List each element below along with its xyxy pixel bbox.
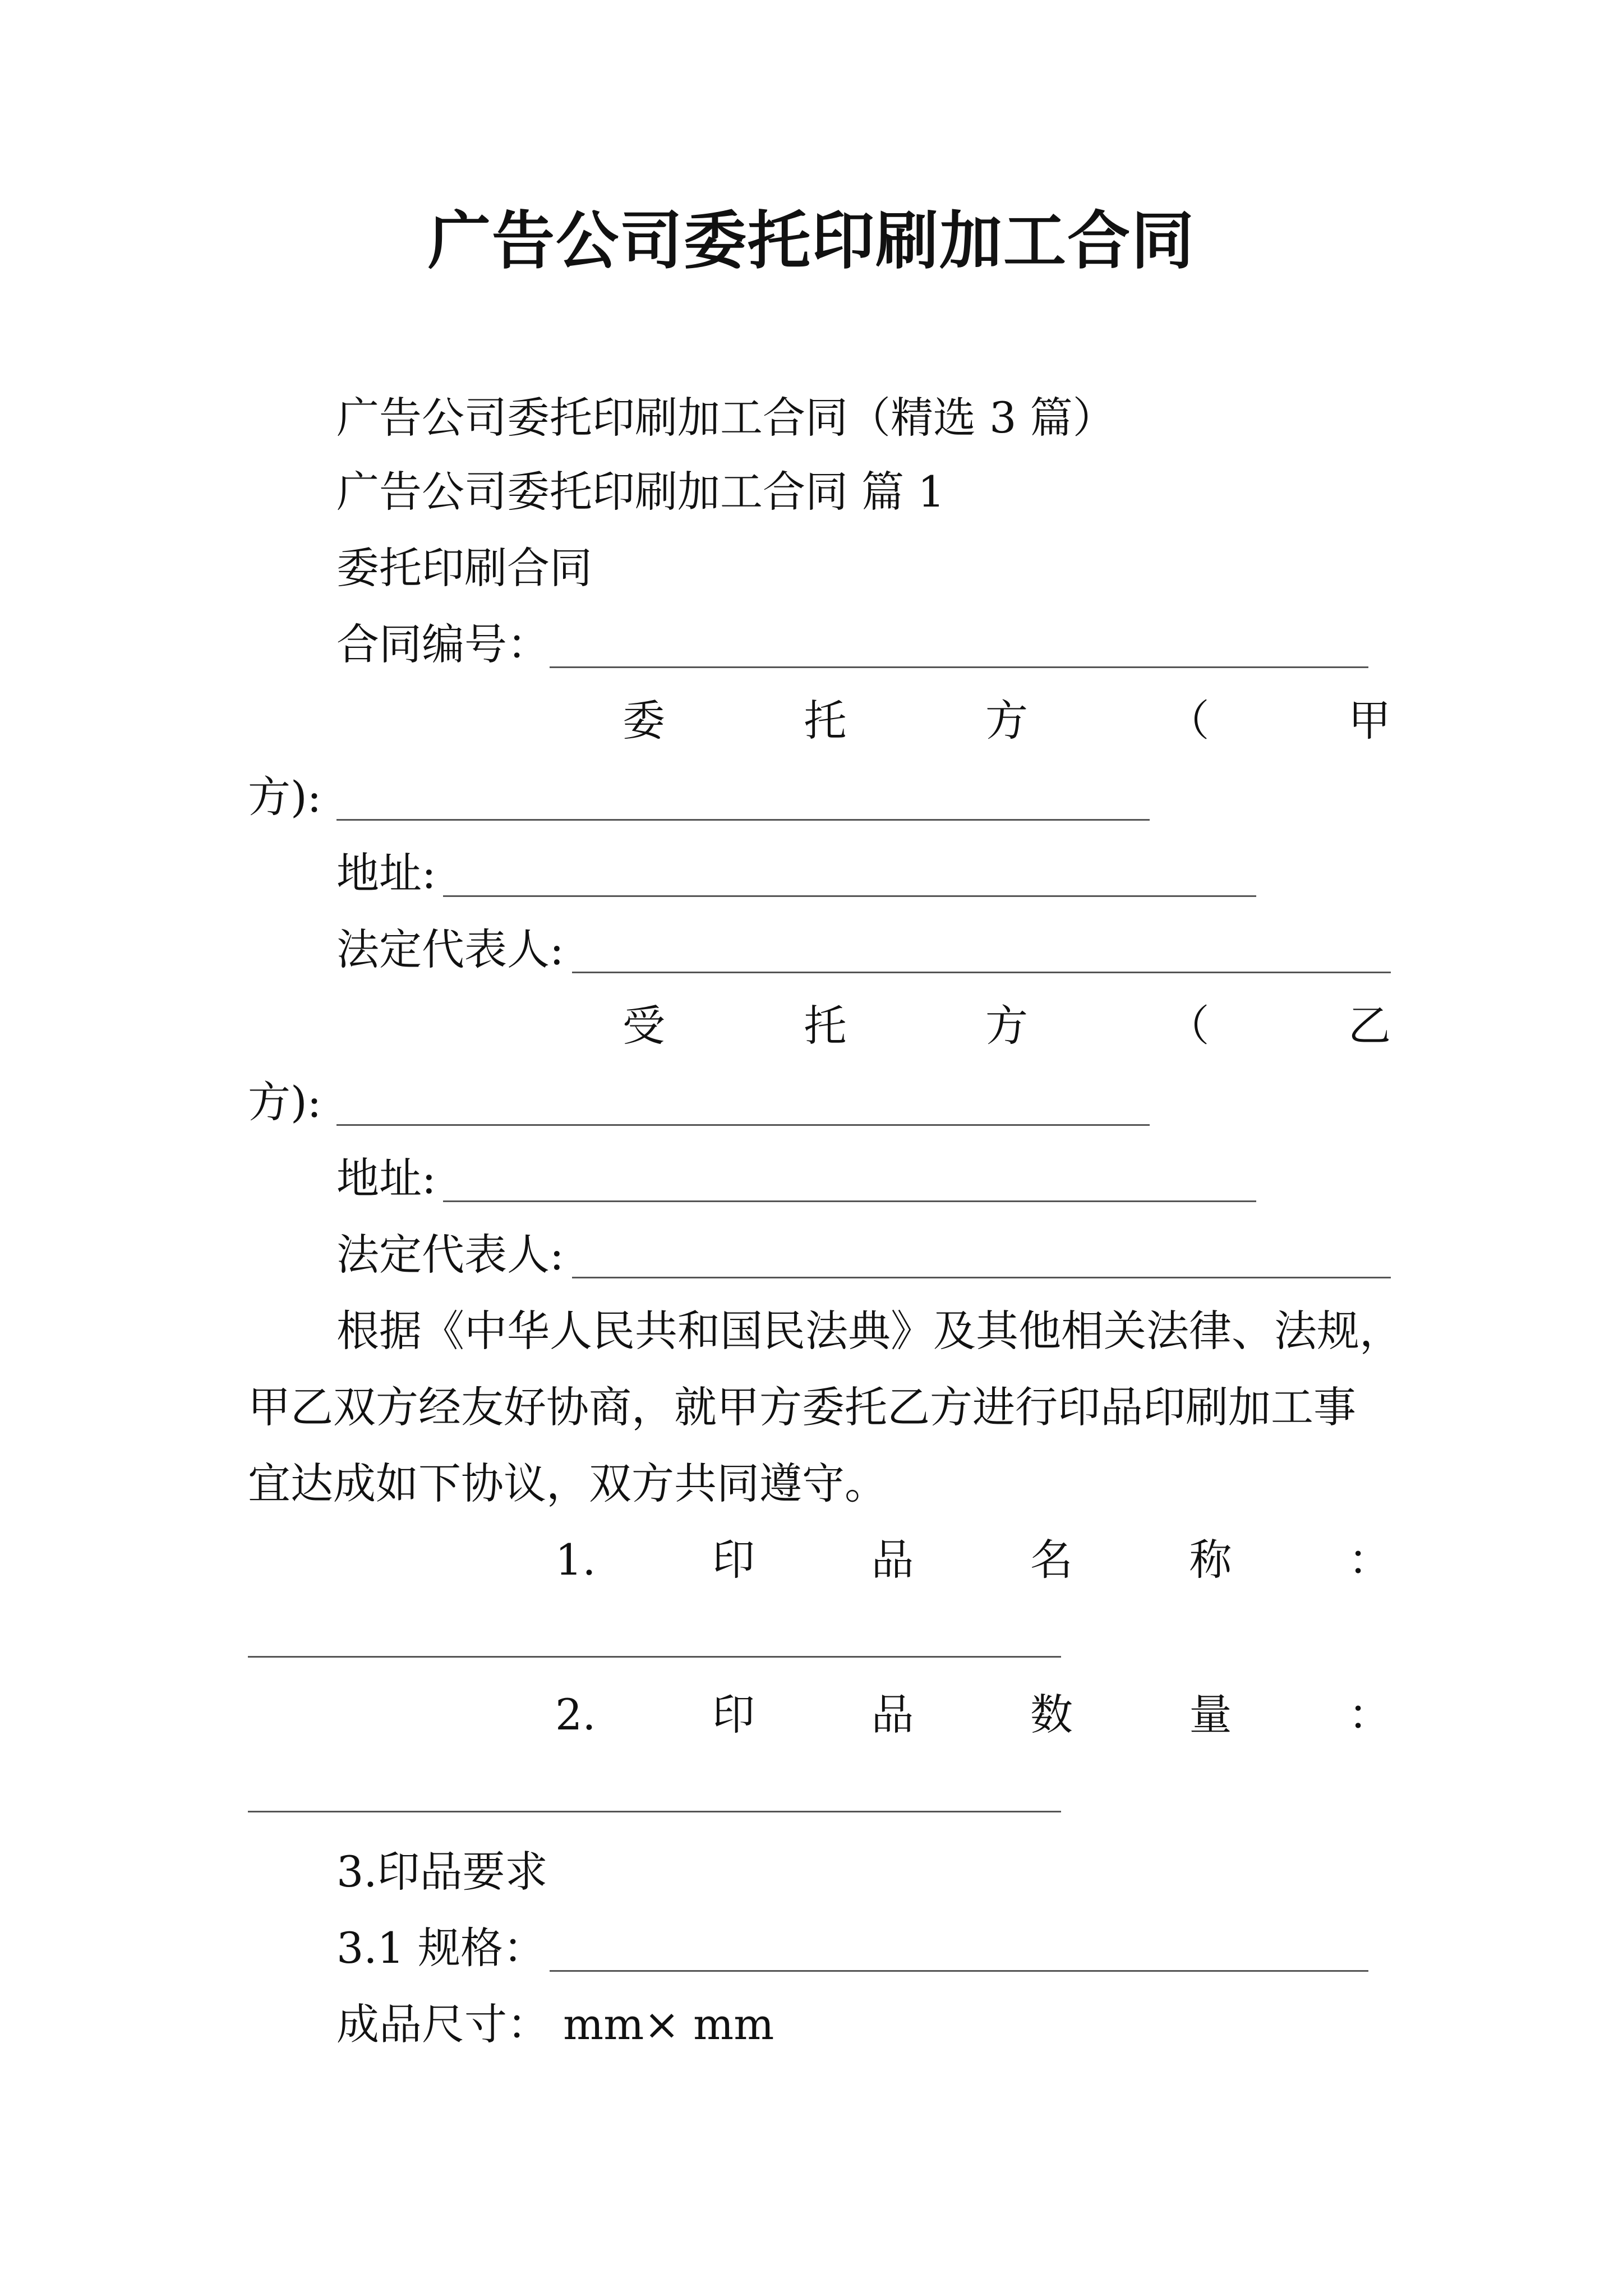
paragraph-line-2: 甲乙双方经友好协商，就甲方委托乙方进行印品印刷加工事 — [248, 1382, 1356, 1432]
contract-number-row — [336, 614, 550, 675]
finished-size: 成品尺寸： mm× mm — [336, 1999, 774, 2049]
item-1-row — [555, 1529, 1391, 1591]
party-a-tail: 方): — [248, 772, 322, 822]
address-label: 地址: — [336, 848, 436, 898]
party-a-char: 委 — [623, 696, 665, 746]
item-2-part: 量 — [1189, 1690, 1232, 1740]
item-2-row — [555, 1684, 1391, 1746]
legal-rep-blank-2 — [572, 1277, 1391, 1278]
legal-rep-blank — [572, 972, 1391, 973]
item-1-part: 印 — [712, 1535, 755, 1585]
spec-blank — [550, 1970, 1368, 1972]
party-a-char: （ — [1166, 696, 1210, 746]
item-3-heading: 3.印品要求 — [336, 1847, 548, 1897]
spec-label: 3.1 规格： — [336, 1923, 546, 1973]
legal-rep-label-2: 法定代表人: — [336, 1230, 564, 1280]
contract-heading: 委托印刷合同 — [336, 543, 592, 593]
item-1-part: 1. — [555, 1535, 596, 1585]
party-a-char: 托 — [804, 696, 847, 746]
item-2-part: 2. — [555, 1690, 596, 1740]
party-a-blank — [336, 819, 1150, 821]
party-a-row — [623, 690, 1391, 752]
item-2-part: 数 — [1030, 1690, 1073, 1740]
party-b-char: （ — [1166, 1001, 1210, 1051]
party-b-blank — [336, 1124, 1150, 1126]
address-blank — [443, 895, 1256, 897]
item-2-part: 印 — [712, 1690, 755, 1740]
paragraph-line-1: 根据《中华人民共和国民法典》及其他相关法律、法规， — [336, 1306, 1402, 1356]
address-label-2: 地址: — [336, 1153, 436, 1203]
party-a-char: 甲 — [1348, 696, 1391, 746]
party-b-char: 受 — [623, 1001, 665, 1051]
party-b-row — [623, 995, 1391, 1057]
item-2-part: 品 — [871, 1690, 914, 1740]
document-title: 广告公司委托印刷加工合同 — [428, 205, 1195, 278]
party-b-char: 方 — [985, 1001, 1028, 1051]
party-b-tail: 方): — [248, 1077, 322, 1127]
item-2-part: ： — [1348, 1690, 1391, 1740]
item-1-part: ： — [1348, 1535, 1391, 1585]
item-1-part: 称 — [1189, 1535, 1232, 1585]
part-heading: 广告公司委托印刷加工合同 篇 1 — [336, 467, 945, 517]
item-2-blank — [248, 1811, 1061, 1812]
contract-number-label: 合同编号： — [336, 619, 550, 669]
item-1-blank — [248, 1656, 1061, 1658]
subtitle: 广告公司委托印刷加工合同（精选 3 篇） — [336, 393, 1115, 443]
party-a-char: 方 — [985, 696, 1028, 746]
item-1-part: 名 — [1030, 1535, 1073, 1585]
party-b-char: 托 — [804, 1001, 847, 1051]
paragraph-line-3: 宜达成如下协议，双方共同遵守。 — [248, 1458, 887, 1508]
legal-rep-label: 法定代表人: — [336, 924, 564, 974]
address-blank-2 — [443, 1200, 1256, 1202]
item-1-part: 品 — [871, 1535, 914, 1585]
party-b-char: 乙 — [1348, 1001, 1391, 1051]
contract-number-blank — [550, 666, 1368, 668]
